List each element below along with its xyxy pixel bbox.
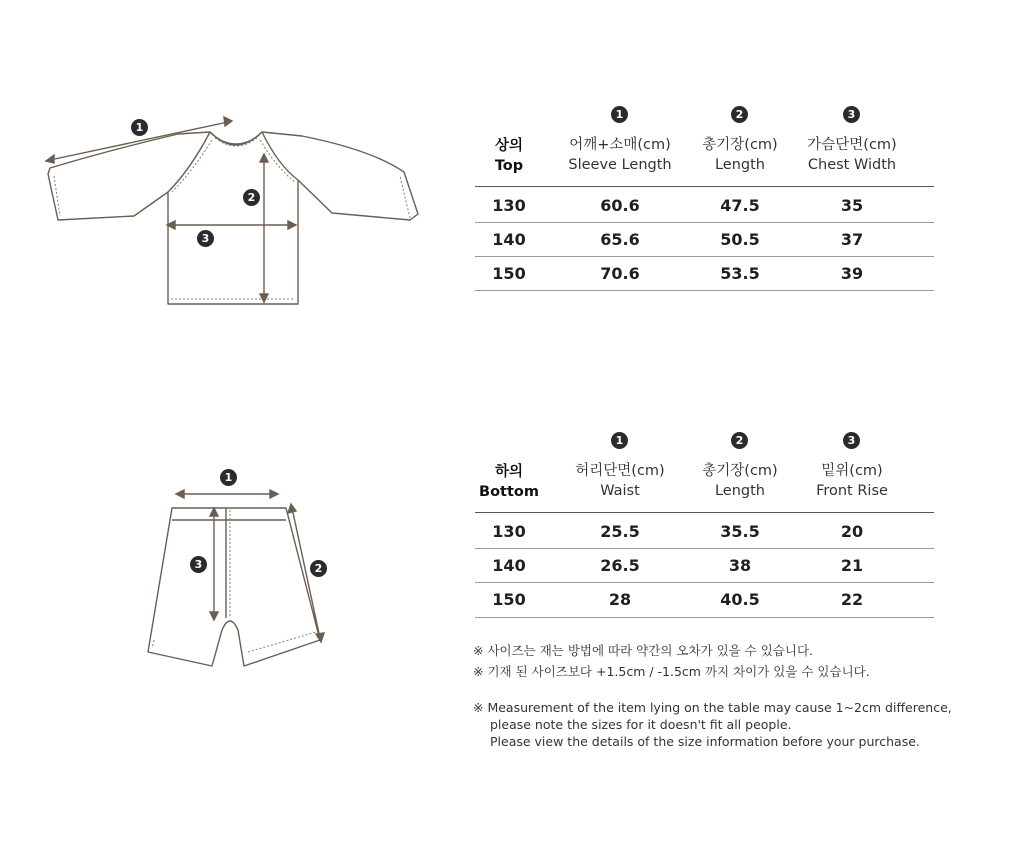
bottom-row1-size: 130 bbox=[492, 522, 526, 541]
bottom-diagram-marker-2: 2 bbox=[310, 560, 327, 577]
top-col1-header-en: Sleeve Length bbox=[568, 157, 672, 173]
row-divider bbox=[475, 582, 934, 583]
bottom-diagram-marker-1: 1 bbox=[220, 469, 237, 486]
top-label-en: Top bbox=[494, 158, 524, 174]
top-row2-chest: 37 bbox=[840, 230, 864, 249]
top-label-ko: 상의 bbox=[494, 138, 523, 154]
top-row2-length: 50.5 bbox=[720, 230, 760, 249]
top-row1-sleeve: 60.6 bbox=[600, 196, 640, 215]
row-divider bbox=[475, 290, 934, 291]
top-row2-sleeve: 65.6 bbox=[600, 230, 640, 249]
top-col2-marker: 2 bbox=[731, 106, 748, 123]
top-row2-size: 140 bbox=[492, 230, 526, 249]
top-col2-header-en: Length bbox=[714, 157, 765, 173]
bottom-row1-length: 35.5 bbox=[720, 522, 760, 541]
top-diagram-marker-2: 2 bbox=[243, 189, 260, 206]
bottom-col3-marker: 3 bbox=[843, 432, 860, 449]
bottom-col1-header-ko: 허리단면(cm) bbox=[575, 463, 665, 479]
top-col1-marker: 1 bbox=[611, 106, 628, 123]
top-col2-header-ko: 총기장(cm) bbox=[702, 137, 778, 153]
bottom-row1-waist: 25.5 bbox=[600, 522, 640, 541]
bottom-row3-rise: 22 bbox=[840, 590, 864, 609]
top-header-rule bbox=[475, 186, 934, 187]
top-row1-chest: 35 bbox=[840, 196, 864, 215]
note-en-1: ※ Measurement of the item lying on the table may cause 1~2cm difference, bbox=[473, 700, 952, 715]
top-row3-size: 150 bbox=[492, 264, 526, 283]
bottom-row3-length: 40.5 bbox=[720, 590, 760, 609]
bottom-col3-header-ko: 밑위(cm) bbox=[821, 463, 883, 479]
bottom-row3-waist: 28 bbox=[608, 590, 632, 609]
top-row3-chest: 39 bbox=[840, 264, 864, 283]
bottom-label-en: Bottom bbox=[479, 484, 539, 500]
bottom-row2-waist: 26.5 bbox=[600, 556, 640, 575]
bottom-col1-marker: 1 bbox=[611, 432, 628, 449]
bottom-col3-header-en: Front Rise bbox=[816, 483, 888, 499]
top-diagram-marker-1: 1 bbox=[131, 119, 148, 136]
top-row1-size: 130 bbox=[492, 196, 526, 215]
row-divider bbox=[475, 256, 934, 257]
bottom-label-ko: 하의 bbox=[494, 464, 523, 480]
top-row1-length: 47.5 bbox=[720, 196, 760, 215]
bottom-col2-marker: 2 bbox=[731, 432, 748, 449]
row-divider bbox=[475, 222, 934, 223]
note-en-3: Please view the details of the size information before your purchase. bbox=[490, 734, 920, 749]
top-diagram-marker-3: 3 bbox=[197, 230, 214, 247]
top-col3-header-en: Chest Width bbox=[807, 157, 897, 173]
bottom-diagram-marker-3: 3 bbox=[190, 556, 207, 573]
top-col1-header-ko: 어깨+소매(cm) bbox=[569, 137, 671, 153]
top-col3-header-ko: 가슴단면(cm) bbox=[807, 137, 897, 153]
bottom-row2-rise: 21 bbox=[840, 556, 864, 575]
bottom-col2-header-en: Length bbox=[714, 483, 765, 499]
top-row3-sleeve: 70.6 bbox=[600, 264, 640, 283]
bottom-row2-length: 38 bbox=[728, 556, 752, 575]
top-row3-length: 53.5 bbox=[720, 264, 760, 283]
bottom-col1-header-en: Waist bbox=[600, 483, 640, 499]
row-divider bbox=[475, 617, 934, 618]
note-en-2: please note the sizes for it doesn't fit all people. bbox=[490, 717, 792, 732]
note-ko-1: ※ 사이즈는 재는 방법에 따라 약간의 오차가 있을 수 있습니다. bbox=[473, 643, 814, 658]
top-garment-diagram bbox=[40, 110, 430, 320]
note-ko-2: ※ 기재 된 사이즈보다 +1.5cm / -1.5cm 까지 차이가 있을 수 있습니다. bbox=[473, 664, 870, 679]
bottom-garment-diagram bbox=[140, 480, 340, 680]
row-divider bbox=[475, 548, 934, 549]
bottom-col2-header-ko: 총기장(cm) bbox=[702, 463, 778, 479]
top-col3-marker: 3 bbox=[843, 106, 860, 123]
bottom-header-rule bbox=[475, 512, 934, 513]
bottom-row2-size: 140 bbox=[492, 556, 526, 575]
bottom-row3-size: 150 bbox=[492, 590, 526, 609]
bottom-row1-rise: 20 bbox=[840, 522, 864, 541]
